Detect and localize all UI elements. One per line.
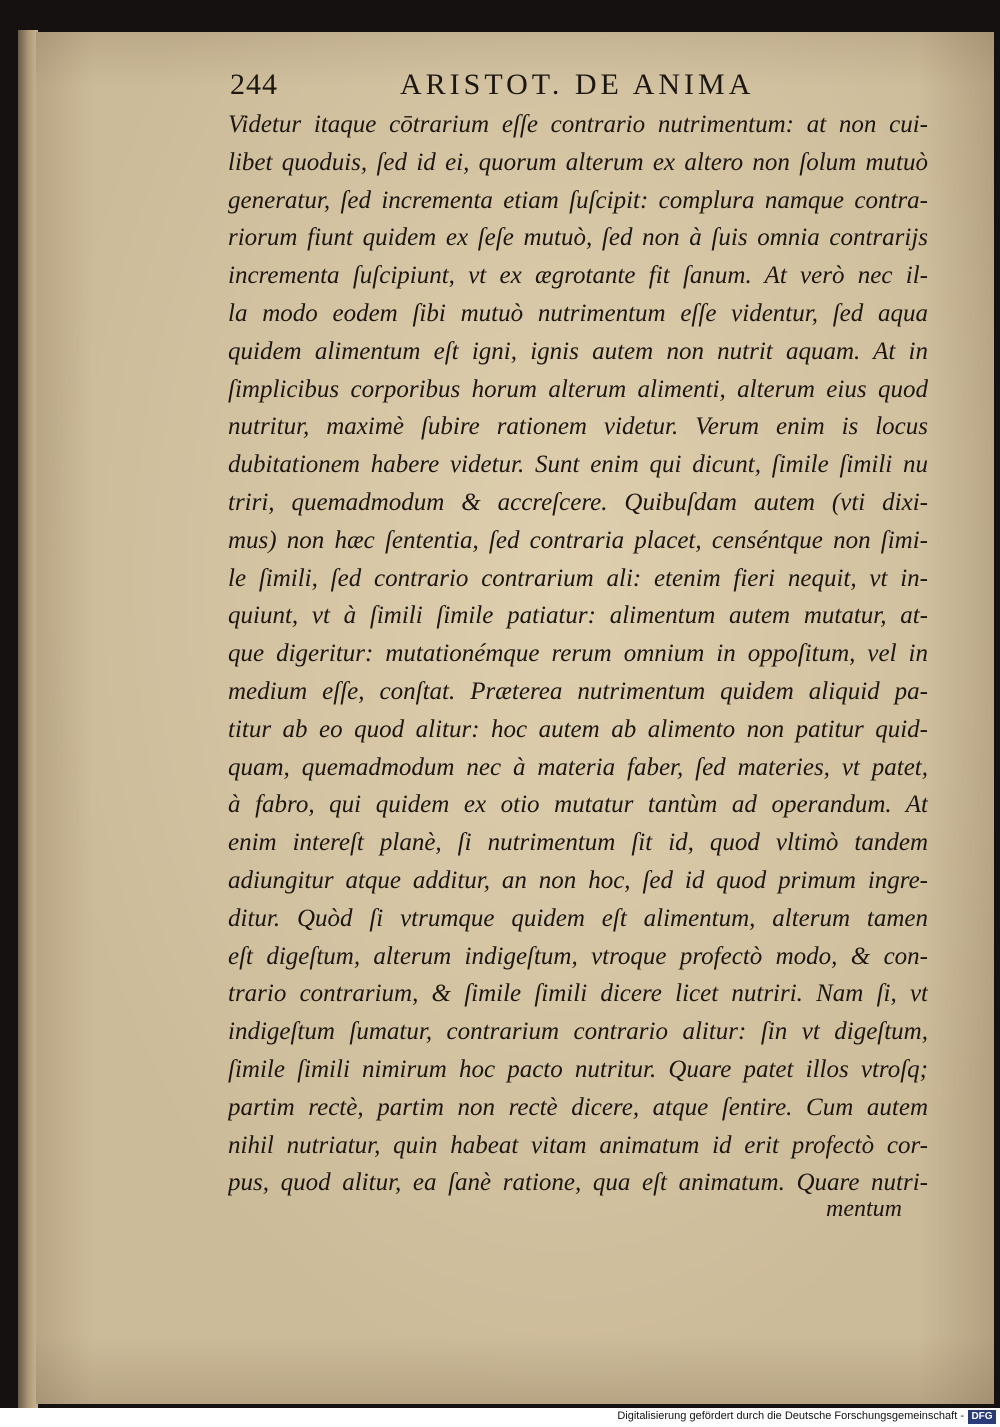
- body-text: [228, 106, 928, 1202]
- running-title: ARISTOT. DE ANIMA: [400, 68, 755, 101]
- text-line: quiunt, vt à ſimili ſimile patiatur: alimentum autem mutatur, at-: [228, 602, 928, 630]
- text-line: dubitationem habere videtur. Sunt enim qui dicunt, ſimile ſimili nu: [228, 451, 928, 479]
- text-line: medium eſſe, conſtat. Præterea nutrimentum quidem aliquid pa-: [228, 677, 928, 705]
- running-head: [230, 68, 770, 108]
- text-line: enim intereſt planè, ſi nutrimentum ſit id, quod vltimò tandem: [228, 829, 928, 857]
- text-line: ſimile ſimili nimirum hoc pacto nutritur. Quare patet illos vtroſq;: [228, 1055, 928, 1083]
- text-line: indigeſtum ſumatur, contrarium contrario alitur: ſin vt digeſtum,: [228, 1018, 928, 1046]
- book-page-edge: [18, 30, 38, 1408]
- text-line: quam, quemadmodum nec à materia faber, ſed materies, vt patet,: [228, 753, 928, 781]
- text-line: eſt digeſtum, alterum indigeſtum, vtroque profectò modo, & con-: [228, 942, 928, 970]
- text-line: titur ab eo quod alitur: hoc autem ab alimento non patitur quid-: [228, 715, 928, 743]
- text-line: mus) non hæc ſententia, ſed contraria placet, censéntque non ſimi-: [228, 526, 928, 554]
- text-line: ſimplicibus corporibus horum alterum alimenti, alterum eius quod: [228, 375, 928, 403]
- catchword: mentum: [826, 1196, 902, 1222]
- text-line: riorum fiunt quidem ex ſeſe mutuò, ſed non à ſuis omnia contrarijs: [228, 224, 928, 252]
- text-line: ditur. Quòd ſi vtrumque quidem eſt alimentum, alterum tamen: [228, 904, 928, 932]
- digitization-footer: [0, 1408, 1000, 1427]
- text-line: la modo eodem ſibi mutuò nutrimentum eſſe videntur, ſed aqua: [228, 299, 928, 327]
- footer-credit: Digitalisierung gefördert durch die Deutsche Forschungsgemeinschaft -: [617, 1410, 964, 1422]
- dfg-logo[interactable]: DFG: [968, 1410, 996, 1424]
- text-line: pus, quod alitur, ea ſanè ratione, qua eſt animatum. Quare nutri-: [228, 1169, 928, 1197]
- text-line: generatur, ſed incrementa etiam ſuſcipit: complura namque contra-: [228, 186, 928, 214]
- text-line: nihil nutriatur, quin habeat vitam animatum id erit profectò cor-: [228, 1131, 928, 1159]
- page-number: 244: [230, 68, 278, 101]
- text-line: nutritur, maximè ſubire rationem videtur. Verum enim is locus: [228, 413, 928, 441]
- text-line: le ſimili, ſed contrario contrarium ali: etenim fieri nequit, vt in-: [228, 564, 928, 592]
- text-line: que digeritur: mutationémque rerum omnium in oppoſitum, vel in: [228, 640, 928, 668]
- text-line: partim rectè, partim non rectè dicere, atque ſentire. Cum autem: [228, 1093, 928, 1121]
- text-line: triri, quemadmodum & accreſcere. Quibuſdam autem (vti dixi-: [228, 488, 928, 516]
- text-line: incrementa ſuſcipiunt, vt ex ægrotante fit ſanum. At verò nec il-: [228, 262, 928, 290]
- text-line: trario contrarium, & ſimile ſimili dicere licet nutriri. Nam ſi, vt: [228, 980, 928, 1008]
- text-line: Videtur itaque cōtrarium eſſe contrario nutrimentum: at non cui-: [228, 111, 928, 138]
- text-line: adiungitur atque additur, an non hoc, ſed id quod primum ingre-: [228, 866, 928, 894]
- text-line: à fabro, qui quidem ex otio mutatur tantùm ad operandum. At: [228, 791, 928, 819]
- text-line: libet quoduis, ſed id ei, quorum alterum ex altero non ſolum mutuò: [228, 148, 928, 176]
- text-line: quidem alimentum eſt igni, ignis autem non nutrit aquam. At in: [228, 337, 928, 365]
